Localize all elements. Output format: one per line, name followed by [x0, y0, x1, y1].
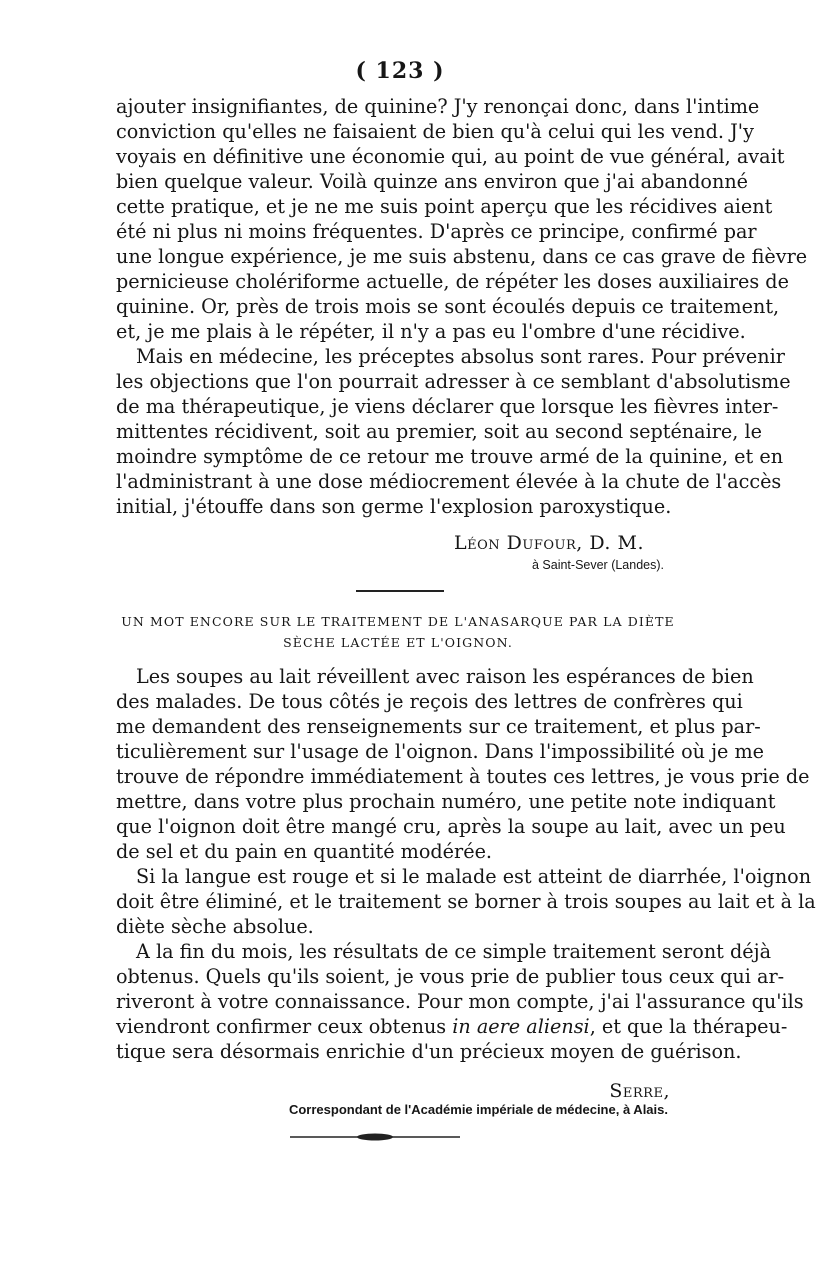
text-line: bien quelque valeur. Voilà quinze ans environ que j'ai abandonné [116, 170, 749, 193]
text-line: moindre symptôme de ce retour me trouve armé de la quinine, et en [116, 445, 784, 468]
text-line: trouve de répondre immédiatement à toutes ces lettres, je vous prie de [116, 765, 810, 788]
text-line [116, 1014, 788, 1039]
text-line: l'administrant à une dose médiocrement élevée à la chute de l'accès [116, 470, 782, 493]
text-line: que l'oignon doit être mangé cru, après la soupe au lait, avec un peu [116, 815, 786, 838]
italic-phrase: in aere aliensi [452, 1015, 590, 1038]
signature-name: Léon Dufour, D. M. [454, 532, 644, 554]
text-line: doit être éliminé, et le traitement se borner à trois soupes au lait et à la [116, 890, 816, 913]
text-line: quinine. Or, près de trois mois se sont écoulés depuis ce traitement, [116, 295, 780, 318]
text-line: tique sera désormais enrichie d'un précieux moyen de guérison. [116, 1040, 742, 1063]
text-line: me demandent des renseignements sur ce traitement, et plus par- [116, 715, 761, 738]
text-line: mettre, dans votre plus prochain numéro, une petite note indiquant [116, 790, 776, 813]
text-line: mittentes récidivent, soit au premier, soit au second septénaire, le [116, 420, 762, 443]
text-segment: viendront confirmer ceux obtenus [116, 1015, 453, 1038]
text-line: des malades. De tous côtés je reçois des lettres de confrères qui [116, 690, 743, 713]
text-line: ajouter insignifiantes, de quinine? J'y renonçai donc, dans l'intime [116, 95, 760, 118]
text-line: cette pratique, et je ne me suis point aperçu que les récidives aient [116, 195, 773, 218]
text-line: conviction qu'elles ne faisaient de bien qu'à celui qui les vend. J'y [116, 120, 754, 143]
section-divider [356, 590, 444, 592]
text-line: ticulièrement sur l'usage de l'oignon. Dans l'impossibilité où je me [116, 740, 765, 763]
text-line: Les soupes au lait réveillent avec raison les espérances de bien [136, 665, 754, 688]
text-line: Si la langue est rouge et si le malade est atteint de diarrhée, l'oignon [136, 865, 812, 888]
text-line: A la fin du mois, les résultats de ce simple traitement seront déjà [136, 940, 772, 963]
text-line: une longue expérience, je me suis abstenu, dans ce cas grave de fièvre [116, 245, 808, 268]
article2-body [116, 664, 816, 1064]
page-number: ( 123 ) [355, 58, 445, 84]
text-line: et, je me plais à le répéter, il n'y a pas eu l'ombre d'une récidive. [116, 320, 746, 343]
text-line: obtenus. Quels qu'ils soient, je vous prie de publier tous ceux qui ar- [116, 965, 785, 988]
text-line: de sel et du pain en quantité modérée. [116, 840, 493, 863]
text-line: voyais en définitive une économie qui, au point de vue général, avait [116, 145, 785, 168]
article-title-line: UN MOT ENCORE SUR LE TRAITEMENT DE L'ANASARQUE PAR LA DIÈTE [121, 614, 675, 629]
article-title-line: SÈCHE LACTÉE ET L'OIGNON. [283, 635, 513, 650]
article1-body [116, 94, 808, 519]
end-ornament [260, 1132, 490, 1142]
signature-name: Serre, [609, 1080, 670, 1102]
signature-place: Correspondant de l'Académie impériale de médecine, à Alais. [288, 1102, 668, 1117]
text-line: initial, j'étouffe dans son germe l'explosion paroxystique. [116, 495, 672, 518]
text-line: Mais en médecine, les préceptes absolus sont rares. Pour prévenir [136, 345, 785, 368]
text-line: de ma thérapeutique, je viens déclarer que lorsque les fièvres inter- [116, 395, 779, 418]
signature-place: à Saint-Sever (Landes). [531, 558, 664, 572]
text-line: riveront à votre connaissance. Pour mon compte, j'ai l'assurance qu'ils [116, 990, 804, 1013]
text-line: pernicieuse cholériforme actuelle, de répéter les doses auxiliaires de [116, 270, 789, 293]
text-segment: , et que la thérapeu- [589, 1015, 788, 1038]
text-line: diète sèche absolue. [116, 915, 314, 938]
text-line: les objections que l'on pourrait adresser à ce semblant d'absolutisme [116, 370, 791, 393]
text-line: été ni plus ni moins fréquentes. D'après ce principe, confirmé par [116, 220, 757, 243]
article-title [116, 611, 680, 653]
